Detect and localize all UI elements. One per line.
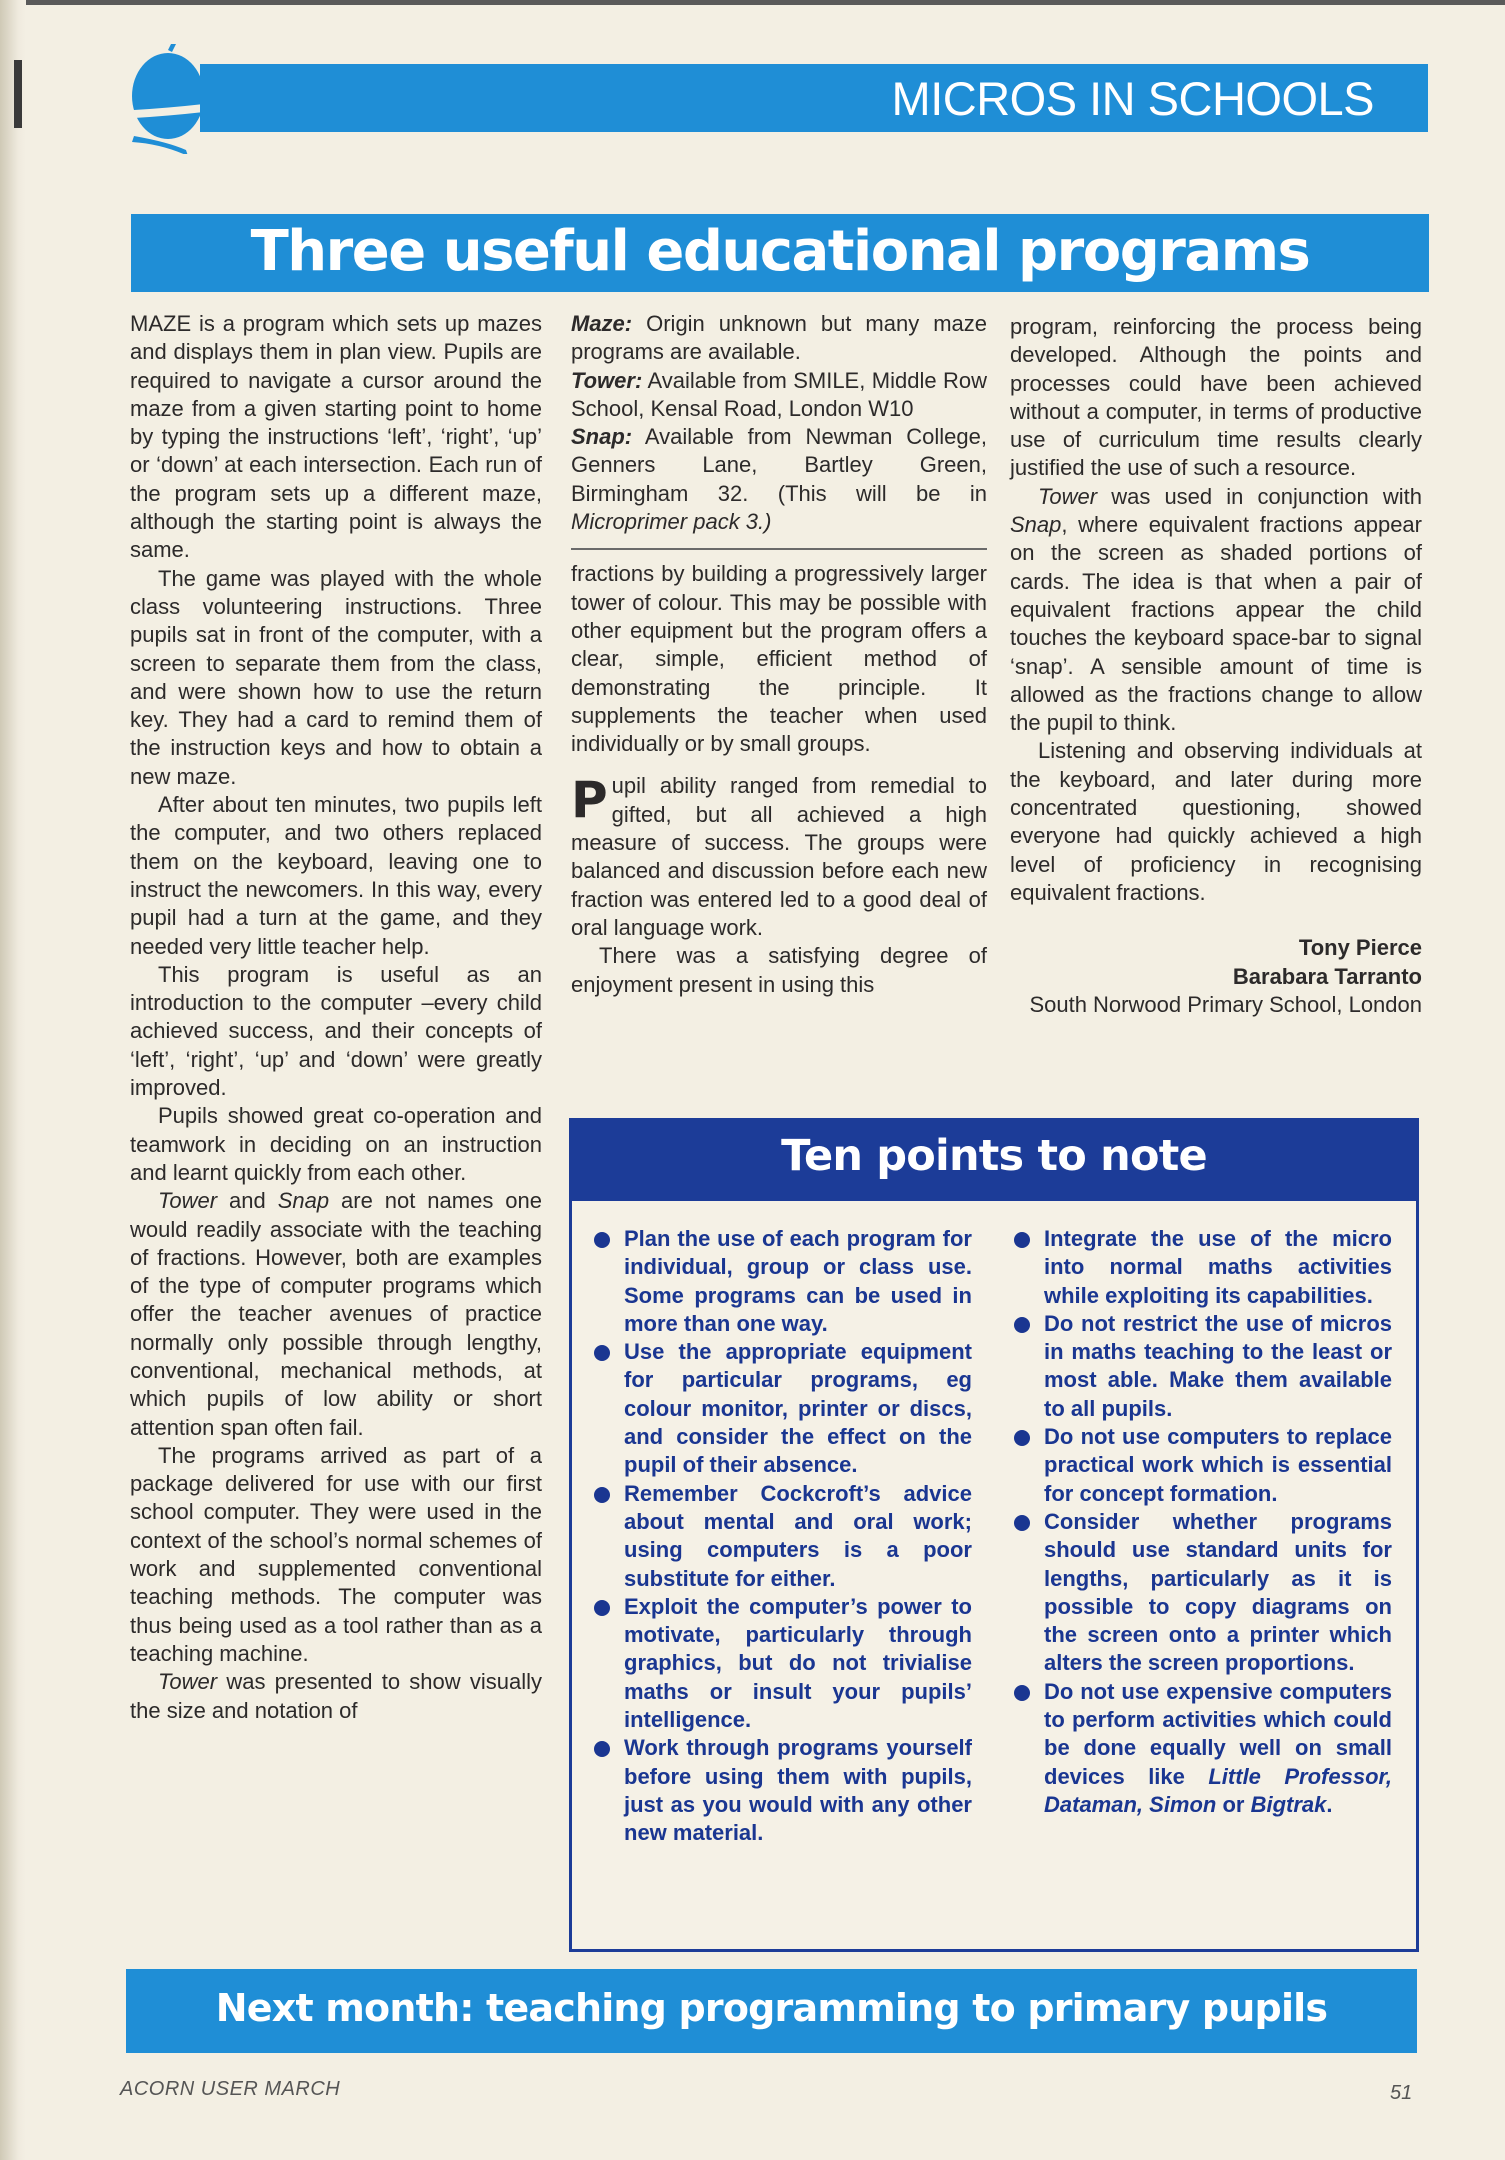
program-name: Tower	[1038, 483, 1098, 509]
list-item	[594, 1480, 972, 1593]
point-text: Integrate the use of the micro into normal maths activities while exploiting its capabilities.	[1044, 1226, 1392, 1308]
paragraph: fractions by building a progressively larger tower of colour. This may be possible with other equipment but the program offers a clear, simple, efficient method of demonstrating the principle. It supplements the teacher when used individually or by small groups.	[571, 561, 987, 757]
page-spine-shadow	[0, 0, 26, 2160]
source-label: Snap:	[571, 424, 633, 450]
column-1	[130, 310, 542, 1725]
list-item	[1014, 1225, 1392, 1310]
list-item	[594, 1225, 972, 1338]
point-text: Do not restrict the use of micros in maths teaching to the least or most able. Make them available to all pupils.	[1044, 1310, 1392, 1421]
program-name: Tower	[158, 1188, 218, 1214]
bullet-icon	[1014, 1232, 1030, 1248]
column-2	[571, 310, 987, 999]
text-run: are not names one would readily associate with the teaching of fractions. However, both are examples of the type of computer programs which offer the teacher avenues of practice normally only possible through lengthy, conventional, mechanical methods, at which pupils of low ability or short attention span often fail.	[130, 1188, 542, 1440]
drop-cap: P	[571, 771, 608, 830]
list-item	[594, 1734, 972, 1847]
list-item	[1014, 1508, 1392, 1678]
column-3	[1010, 313, 1422, 1019]
text-run: Do not use expensive computers to perform activities which could be done equally well on small devices like	[1044, 1678, 1392, 1789]
paragraph: This program is useful as an introduction to the computer –every child achieved success, and their concepts of ‘left’, ‘right’, ‘up’ and ‘down’ were greatly improved.	[130, 961, 542, 1101]
text-run: Available from Newman College, Genners Lane, Bartley Green, Birmingham 32. (This will be in	[571, 424, 987, 506]
text-run: Origin unknown but many maze programs are available.	[571, 311, 987, 365]
points-list-right	[1014, 1225, 1392, 1819]
paragraph	[130, 1668, 542, 1725]
text-run: .	[1326, 1791, 1333, 1817]
bullet-icon	[1014, 1515, 1030, 1531]
text-run: and	[217, 1188, 278, 1214]
box-title: Ten points to note	[781, 1131, 1207, 1181]
bullet-icon	[594, 1487, 610, 1503]
list-item	[594, 1338, 972, 1479]
acorn-icon	[128, 44, 210, 154]
list-item	[1014, 1310, 1392, 1423]
paragraph: Listening and observing individuals at the keyboard, and later during more concentrated questioning, showed everyone had quickly achieved a high level of proficiency in recognising equivalent fractions.	[1010, 738, 1422, 905]
author-signature	[1010, 934, 1422, 1019]
text-run: upil ability ranged from remedial to gifted, but all achieved a high measure of success. The groups were balanced and discussion before each new fraction was entered led to a good deal of oral language work.	[571, 773, 987, 940]
point-text: Do not use computers to replace practical work which is essential for concept formation.	[1044, 1424, 1392, 1506]
bullet-icon	[594, 1232, 610, 1248]
bullet-icon	[594, 1741, 610, 1757]
spine-mark	[14, 60, 22, 128]
bullet-icon	[594, 1600, 610, 1616]
program-name: Snap	[277, 1188, 330, 1214]
point-text	[1044, 1679, 1392, 1817]
next-month-text: Next month: teaching programming to primary pupils	[215, 1986, 1328, 2030]
text-run: was presented to show visually the size and notation of	[130, 1669, 542, 1723]
author-school: South Norwood Primary School, London	[1029, 991, 1422, 1017]
box-header	[572, 1121, 1416, 1201]
paragraph	[1010, 483, 1422, 738]
list-item	[1014, 1423, 1392, 1508]
paragraph	[571, 772, 987, 942]
section-title: MICROS IN SCHOOLS	[891, 72, 1374, 125]
footer-publication: ACORN USER MARCH	[120, 2078, 341, 2100]
next-month-banner	[126, 1969, 1417, 2053]
bullet-icon	[594, 1345, 610, 1361]
bullet-icon	[1014, 1317, 1030, 1333]
point-text: Plan the use of each program for individual, group or class use. Some programs can be used in more than one way.	[624, 1226, 972, 1336]
title-banner	[131, 214, 1429, 292]
point-text: Exploit the computer’s power to motivate, particularly through graphics, but do not trivialise maths or insult your pupils’ intelligence.	[624, 1593, 972, 1733]
point-text: Work through programs yourself before using them with pupils, just as you would with any other new material.	[624, 1735, 972, 1846]
text-run: was used in conjunction with	[1097, 483, 1422, 509]
text-run: Available from SMILE, Middle Row School, Kensal Road, London W10	[571, 367, 987, 421]
author-name: Tony Pierce	[1298, 935, 1422, 961]
divider	[571, 548, 987, 550]
points-list-left	[594, 1225, 972, 1848]
paragraph: After about ten minutes, two pupils left the computer, and two others replaced them on the keyboard, leaving one to instruct the newcomers. In this way, every pupil had a turn at the game, and they needed very little teacher help.	[130, 792, 542, 959]
text-run: Little Professor, Dataman, Simon	[1044, 1763, 1392, 1817]
source-maze	[571, 310, 987, 367]
paragraph: program, reinforcing the process being developed. Although the points and processes could have been achieved without a computer, in terms of productive use of curriculum time results clearly justified the use of such a resource.	[1010, 314, 1422, 481]
ten-points-box	[569, 1118, 1419, 1952]
point-text: Use the appropriate equipment for particular programs, eg colour monitor, printer or discs, and consider the effect on the pupil of their absence.	[624, 1339, 972, 1478]
bullet-icon	[1014, 1430, 1030, 1446]
author-name: Barabara Tarranto	[1232, 963, 1422, 989]
text-run: Microprimer pack 3.)	[571, 509, 772, 535]
source-label: Maze:	[571, 311, 633, 336]
paragraph: The programs arrived as part of a package delivered for use with our first school computer. They were used in the context of the school’s normal schemes of work and supplemented conventional teaching methods. The computer was thus being used as a tool rather than as a teaching machine.	[130, 1442, 542, 1666]
article-title: Three useful educational programs	[250, 219, 1310, 284]
bullet-icon	[1014, 1685, 1030, 1701]
list-item	[594, 1593, 972, 1734]
text-run: , where equivalent fractions appear on the screen as shaded portions of cards. The idea is that when a pair of equivalent fractions appear the child touches the keyboard space-bar to signal ‘snap’. A sensible amount of time is allowed as the fractions change to allow the pupil to think.	[1010, 512, 1422, 736]
source-snap	[571, 423, 987, 536]
text-run: Bigtrak	[1250, 1791, 1327, 1817]
paragraph: MAZE is a program which sets up mazes and displays them in plan view. Pupils are required to navigate a cursor around the maze from a given starting point to home by typing the instructions ‘left’, ‘right’, ‘up’ or ‘down’ at each intersection. Each run of the program sets up a different maze, although the starting point is always the same.	[130, 311, 542, 563]
paragraph: Pupils showed great co-operation and teamwork in deciding on an instruction and learnt quickly from each other.	[130, 1103, 542, 1185]
top-edge-rule	[0, 0, 1505, 5]
list-item	[1014, 1678, 1392, 1819]
program-name: Snap	[1010, 512, 1062, 538]
point-text: Consider whether programs should use standard units for lengths, particularly as it is possible to copy diagrams on the screen onto a printer which alters the screen proportions.	[1044, 1508, 1392, 1676]
paragraph: The game was played with the whole class volunteering instructions. Three pupils sat in front of the computer, with a screen to separate them from the class, and were shown how to use the return key. They had a card to remind them of the instruction keys and how to obtain a new maze.	[130, 565, 542, 789]
source-tower	[571, 367, 987, 424]
source-label: Tower:	[571, 367, 643, 393]
text-run: or	[1216, 1791, 1251, 1817]
paragraph: There was a satisfying degree of enjoyment present in using this	[571, 943, 987, 997]
point-text: Remember Cockcroft’s advice about mental and oral work; using computers is a poor substitute for either.	[624, 1480, 972, 1591]
page-number: 51	[1390, 2082, 1413, 2104]
section-header-bar	[200, 64, 1428, 132]
paragraph	[130, 1187, 542, 1442]
program-name: Tower	[158, 1669, 218, 1695]
